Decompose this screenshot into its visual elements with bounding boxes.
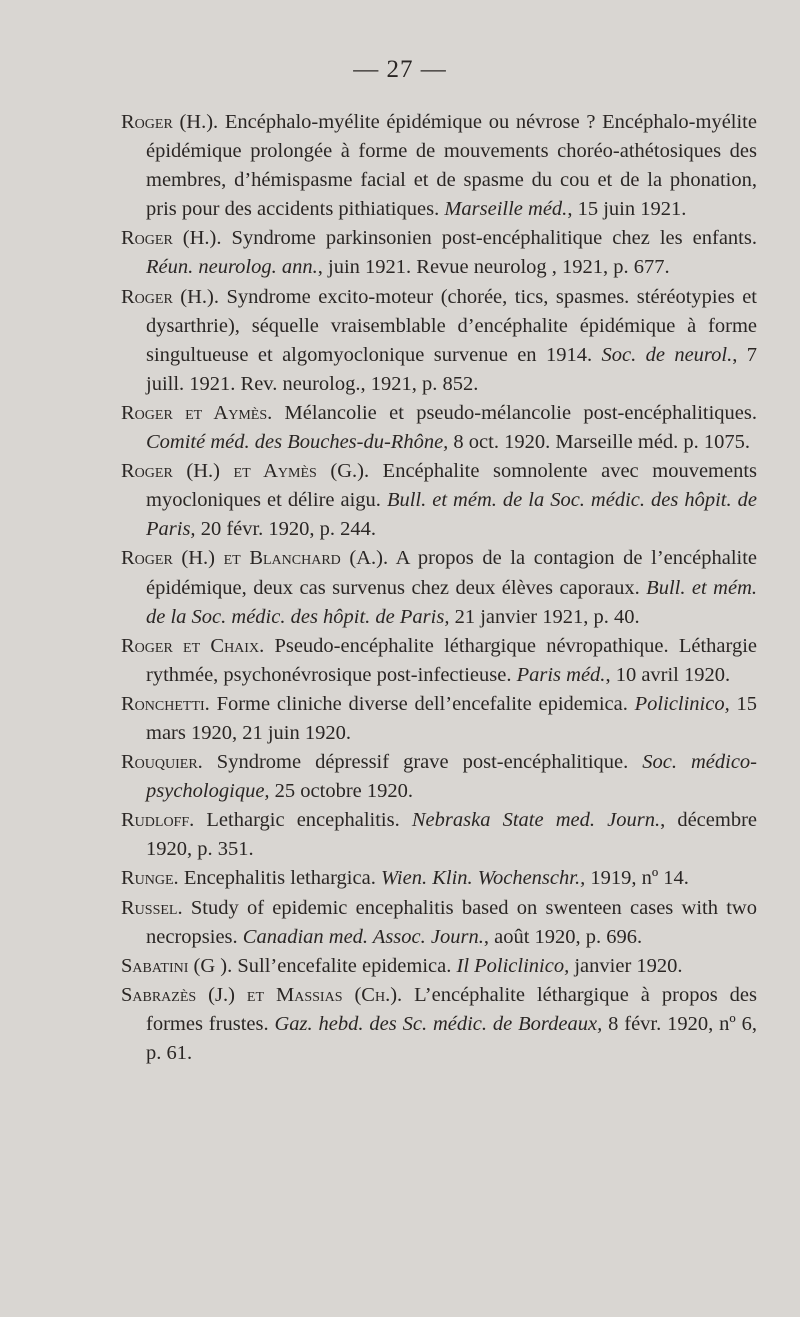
entry-source: Marseille méd.	[444, 198, 568, 221]
entry-text: Encephalitis lethargica.	[178, 867, 381, 890]
page-number: — 27 —	[353, 56, 447, 83]
bibliography-entry	[121, 544, 757, 631]
entry-tail: , décembre 1920, p. 351.	[146, 809, 758, 861]
entry-author: Roger et Aymès.	[121, 401, 273, 424]
entry-text: Forme cliniche diverse dell’encefalite epidemica.	[209, 692, 635, 715]
entry-source: Bull. et mém. de la Soc. médic. des hôpit. de Paris,	[146, 576, 757, 628]
entry-tail: , juin 1921. Revue neurolog , 1921, p. 677.	[317, 256, 670, 279]
entry-tail: 15 mars 1920, 21 juin 1920.	[146, 692, 758, 744]
entry-text: Study of epidemic encephalitis based on swenteen cases with two necropsies.	[146, 896, 757, 948]
entry-source: Soc. de neurol.	[601, 343, 733, 366]
entry-text: Sull’encefalite epidemica.	[232, 954, 457, 977]
bibliography-entry	[121, 806, 757, 864]
entry-author: Roger (H.) et Aymès (G.).	[121, 460, 370, 483]
entry-source: Il Policlinico,	[456, 954, 570, 977]
entry-tail: 20 févr. 1920, p. 244.	[195, 518, 377, 541]
entry-author: Rudloff.	[121, 809, 195, 832]
entry-tail: , août 1920, p. 696.	[483, 925, 643, 948]
entry-source: Réun. neurolog. ann.	[146, 256, 318, 279]
bibliography-entry	[121, 457, 757, 544]
bibliography-entry	[121, 399, 757, 457]
bibliography-entry	[121, 952, 757, 981]
entry-text: Pseudo-encéphalite léthargique névropathique. Léthargie rythmée, psychonévrosique post-infectieuse.	[146, 634, 758, 686]
bibliography-entry	[121, 894, 757, 952]
bibliography-entry	[121, 224, 757, 282]
entry-author: Rouquier.	[121, 751, 203, 774]
bibliography-entry	[121, 981, 757, 1068]
entry-text: L’encéphalite léthargique à propos des formes frustes.	[146, 983, 757, 1035]
entry-author: Sabrazès (J.) et Massias (Ch.).	[121, 983, 403, 1006]
entry-source: Policlinico,	[634, 692, 730, 715]
entry-tail: , 15 juin 1921.	[567, 198, 687, 221]
bibliography-entry	[121, 632, 757, 690]
entry-tail: janvier 1920.	[569, 954, 683, 977]
bibliography-entry	[121, 690, 757, 748]
entry-tail: 8 oct. 1920. Marseille méd. p. 1075.	[448, 431, 751, 454]
entry-text: Encéphalite somnolente avec mouvements myocloniques et délire aigu.	[146, 460, 758, 512]
entry-text: Syndrome parkinsonien post-encéphalitique chez les enfants.	[221, 227, 757, 250]
bibliography-entry	[121, 283, 757, 399]
entry-source: Nebraska State med. Journ.	[411, 809, 661, 832]
entry-author: Roger (H.).	[121, 227, 222, 250]
entry-text: A propos de la contagion de l’encéphalite épidémique, deux cas survenus chez deux élèves caporaux.	[146, 547, 758, 599]
entry-text: Encéphalo-myélite épidémique ou névrose ? Encéphalo-myélite épidémique prolongée à forme de mouvements choréo-athétosiques des membres, d’hémispasme facial et de spasme du cou et de la phonation, pris pour des accidents pithiatiques.	[146, 111, 757, 221]
entry-author: Runge.	[121, 867, 179, 890]
entry-source: Bull. et mém. de la Soc. médic. des hôpit. de Paris,	[146, 489, 757, 541]
bibliography-list	[121, 108, 757, 1068]
entry-text: Mélancolie et pseudo-mélancolie post-encéphalitiques.	[272, 401, 757, 424]
entry-text: Syndrome dépressif grave post-encéphalitique.	[202, 751, 643, 774]
entry-tail: 25 octobre 1920.	[269, 780, 414, 803]
bibliography-entry	[121, 108, 757, 224]
entry-source: Wien. Klin. Wochenschr.,	[380, 867, 586, 890]
entry-text: Lethargic encephalitis.	[194, 809, 412, 832]
entry-author: Roger (H.).	[121, 285, 219, 308]
entry-author: Roger et Chaix.	[121, 634, 265, 657]
entry-author: Roger (H.).	[121, 111, 219, 133]
entry-source: Soc. médico-psychologique,	[146, 751, 757, 803]
entry-author: Ronchetti.	[121, 692, 210, 715]
entry-author: Russel.	[121, 896, 183, 919]
entry-tail: , 7 juill. 1921. Rev. neurolog., 1921, p. 852.	[146, 343, 758, 395]
bibliography-entry	[121, 748, 757, 806]
entry-tail: 1919, nº 14.	[585, 867, 689, 890]
entry-author: Sabatini (G ).	[121, 954, 233, 977]
entry-source: Gaz. hebd. des Sc. médic. de Bordeaux,	[274, 1012, 603, 1035]
entry-source: Canadian med. Assoc. Journ.	[242, 925, 484, 948]
entry-author: Roger (H.) et Blanchard (A.).	[121, 547, 389, 570]
entry-tail: 8 févr. 1920, nº 6, p. 61.	[146, 1012, 757, 1064]
entry-text: Syndrome excito-moteur (chorée, tics, spasmes. stéréotypies et dysarthrie), séquelle vraisemblable d’encéphalite épidémique à forme singultueuse et algomyoclonique survenue en 1914.	[146, 285, 757, 366]
entry-source: Comité méd. des Bouches-du-Rhône,	[146, 431, 449, 454]
entry-tail: , 10 avril 1920.	[605, 663, 731, 686]
bibliography-entry	[121, 864, 757, 893]
entry-source: Paris méd.	[516, 663, 606, 686]
entry-tail: 21 janvier 1921, p. 40.	[449, 605, 640, 628]
